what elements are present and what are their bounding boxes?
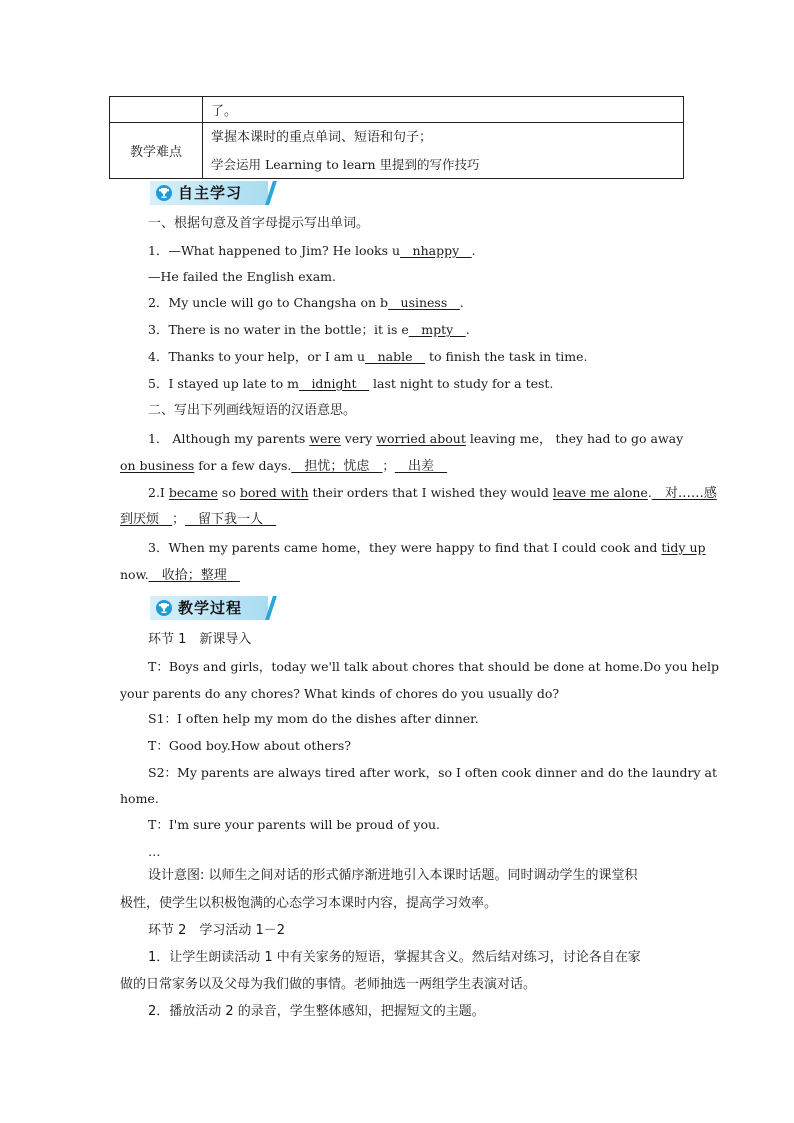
q1-sep: ； [382, 458, 395, 473]
design-intent-line2: 极性，使学生以积极饱满的心态学习本课时内容，提高学习效率。 [120, 896, 498, 911]
exercise-item-2 [148, 294, 676, 312]
item-text: 5．I stayed up late to m [148, 376, 299, 391]
section-banner-teaching-process [150, 596, 274, 620]
step-1-heading: 环节 1 新课导入 [148, 632, 252, 647]
step-2-heading: 环节 2 学习活动 1－2 [148, 923, 286, 938]
section-title: 自主学习 [178, 184, 243, 202]
q2-answer: __留下我一人__ [185, 512, 277, 527]
item-text: 3．There is no water in the bottle；it is e [148, 322, 409, 337]
ellipsis: … [148, 844, 161, 859]
item-answer: __nable__ [365, 349, 425, 364]
question-3-line-2 [120, 566, 676, 585]
q3-answer: __收拾；整理__ [148, 568, 240, 583]
dialogue-s1: S1：I often help my mom do the dishes after dinner. [148, 711, 479, 726]
q1-text: 1． Although my parents [148, 431, 310, 446]
question-2-line-1 [148, 484, 717, 503]
q2-underlined: bored with [239, 485, 309, 500]
item-answer: __nhappy__ [400, 243, 472, 258]
exercise-item-3 [148, 321, 676, 339]
item-suffix: last night to study for a test. [369, 376, 554, 391]
objective-table [109, 96, 684, 179]
q2-underlined: became [168, 485, 218, 500]
exercise-item-5 [148, 375, 676, 393]
table-cell-content [203, 123, 684, 179]
dialogue-s2-line2: home. [120, 791, 159, 806]
question-3-line-1 [148, 539, 706, 557]
trophy-icon [156, 185, 172, 201]
q2-text: 2.I [148, 485, 169, 500]
table-cell-label [110, 97, 203, 123]
difficulty-line-2: 学会运用 Learning to learn 里提到的写作技巧 [211, 156, 480, 172]
dialogue-t2: T：Good boy.How about others? [148, 738, 351, 753]
item-text: 1．—What happened to Jim? He looks u [148, 243, 401, 258]
activity-1-line1: 1．让学生朗读活动 1 中有关家务的短语，掌握其含义。然后结对练习，讨论各自在家 [148, 950, 641, 965]
q2-answer: __对……感 [651, 486, 717, 501]
q2-text: . [647, 485, 652, 500]
item-suffix: . [465, 322, 470, 337]
q2-underlined: leave me alone [552, 485, 648, 500]
q1-text: for a few days. [194, 458, 292, 473]
table-row [110, 123, 684, 179]
design-intent-line1: 设计意图: 以师生之间对话的形式循序渐进地引入本课时话题。同时调动学生的课堂积 [148, 868, 638, 883]
q3-text: now. [120, 567, 149, 582]
part2-heading: 二、写出下列画线短语的汉语意思。 [148, 403, 357, 418]
q2-sep: ； [172, 512, 186, 527]
dialogue-t3: T：I'm sure your parents will be proud of you. [148, 817, 441, 832]
activity-2: 2．播放活动 2 的录音，学生整体感知，把握短文的主题。 [148, 1004, 485, 1019]
dialogue-t1-line2: your parents do any chores? What kinds of chores do you usually do? [120, 686, 560, 701]
section-title: 教学过程 [178, 599, 243, 617]
item-text: 2．My uncle will go to Changsha on b [148, 295, 389, 310]
table-cell-label: 教学难点 [110, 123, 203, 179]
q2-text: so [217, 485, 240, 500]
trophy-icon [156, 600, 172, 616]
item-suffix: to finish the task in time. [424, 349, 588, 364]
q2-answer: 到厌烦__ [120, 512, 173, 527]
q1-underlined: on business [120, 458, 195, 473]
item-text: 4．Thanks to your help，or I am u [148, 349, 366, 364]
item-suffix: . [459, 295, 464, 310]
q1-underlined: were [309, 431, 341, 446]
q2-text: their orders that I wished they would [308, 485, 553, 500]
exercise-item-1-reply [148, 268, 676, 286]
dialogue-s2-line1: S2：My parents are always tired after work，so I often cook dinner and do the laundry at [148, 765, 718, 780]
table-cell-content [203, 97, 684, 123]
item-answer: __mpty__ [408, 322, 466, 337]
question-2-line-2 [120, 511, 676, 529]
question-1-line-2 [120, 457, 676, 476]
activity-1-line2: 做的日常家务以及父母为我们做的事情。老师抽选一两组学生表演对话。 [120, 977, 537, 992]
q1-underlined: worried about [376, 431, 466, 446]
exercise-item-1 [148, 242, 676, 260]
q3-text: 3．When my parents came home，they were happy to find that I could cook and [148, 540, 662, 555]
q1-answer: __出差__ [394, 459, 447, 474]
item-text: —He failed the English exam. [148, 269, 337, 284]
section-banner-self-study [150, 181, 274, 205]
item-answer: __idnight__ [298, 376, 370, 391]
difficulty-line-1: 掌握本课时的重点单词、短语和句子； [211, 129, 433, 145]
row1-content: 了。 [211, 104, 238, 119]
part1-heading: 一、根据句意及首字母提示写出单词。 [148, 216, 370, 231]
q1-answer: __担忧；忧虑__ [291, 459, 383, 474]
q1-text: leaving me， they had to go away [465, 431, 684, 446]
exercise-item-4 [148, 348, 676, 366]
q1-text: very [340, 431, 377, 446]
item-answer: __usiness__ [388, 295, 460, 310]
item-suffix: . [471, 243, 476, 258]
q3-underlined: tidy up [661, 540, 706, 555]
dialogue-t1-line1: T：Boys and girls，today we'll talk about chores that should be done at home.Do you help [148, 659, 719, 674]
table-row [110, 97, 684, 123]
question-1-line-1 [148, 430, 684, 448]
